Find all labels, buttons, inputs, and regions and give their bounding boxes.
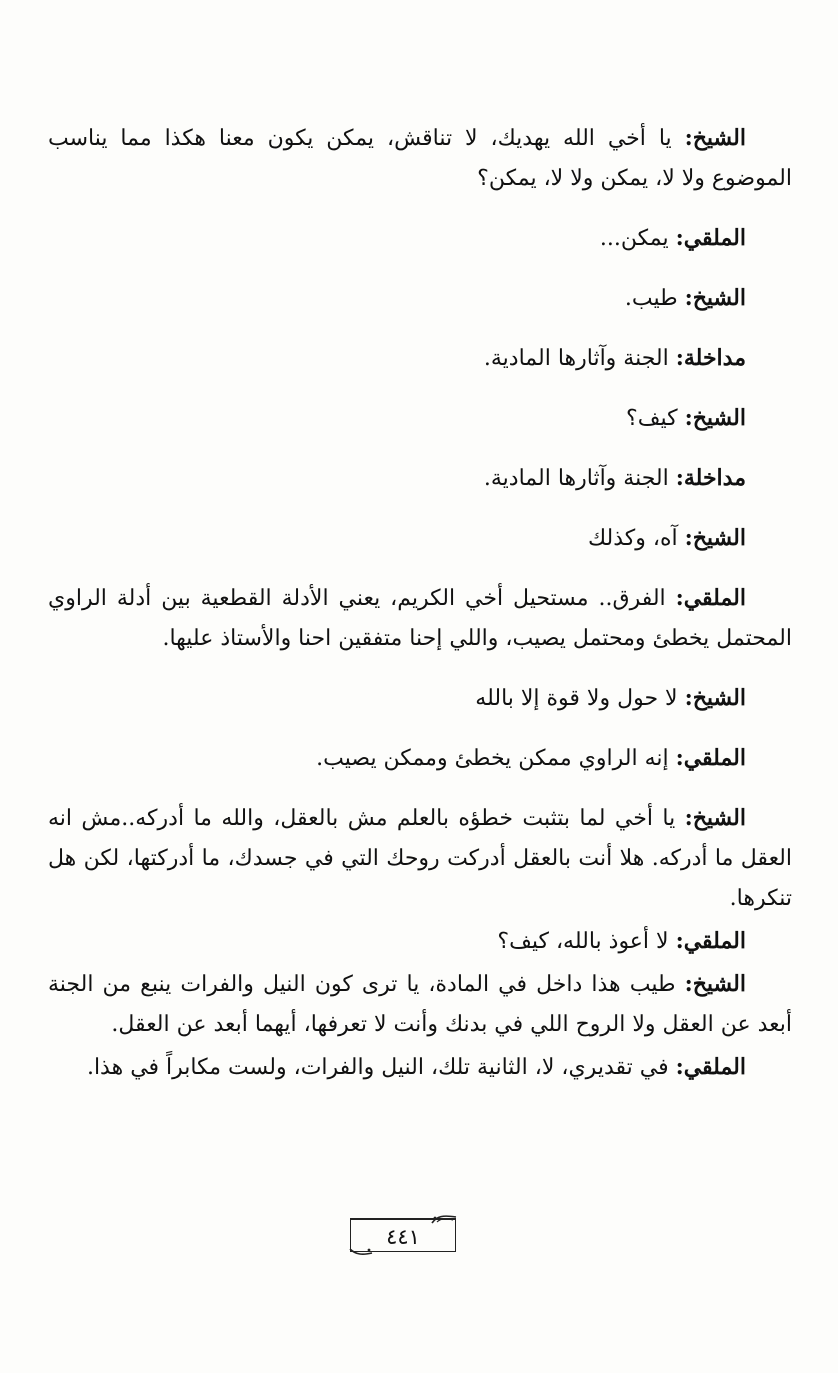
page-number: ٤٤١	[386, 1225, 420, 1249]
paragraph-1	[48, 118, 792, 199]
paragraph-8	[48, 578, 792, 659]
corner-ornament-icon	[431, 1214, 457, 1224]
paragraph-text: لا حول ولا قوة إلا بالله	[475, 686, 685, 711]
paragraph-text: آه، وكذلك	[587, 526, 685, 551]
speaker-label: الشيخ:	[684, 685, 746, 711]
page-body	[48, 118, 792, 1088]
speaker-label: الشيخ:	[684, 971, 746, 997]
paragraph-7	[48, 518, 792, 559]
speaker-label: الملقي:	[675, 928, 746, 954]
paragraph-text: كيف؟	[626, 406, 685, 431]
paragraph-11	[48, 798, 792, 919]
speaker-label: الملقي:	[675, 1054, 746, 1080]
paragraph-text: يا أخي لما بتثبت خطؤه بالعلم مش بالعقل، والله ما أدركه..مش انه العقل ما أدركه. هلا أنت بالعقل أدركت روحك التي في جسدك، ما أدركتها، لكن هل تنكرها.	[48, 806, 792, 911]
paragraph-14	[48, 1047, 792, 1088]
paragraph-2	[48, 218, 792, 259]
speaker-label: الملقي:	[675, 585, 746, 611]
paragraph-text: في تقديري، لا، الثانية تلك، النيل والفرات، ولست مكابراً في هذا.	[86, 1055, 676, 1080]
paragraph-text: طيب.	[624, 286, 685, 311]
speaker-label: مداخلة:	[675, 345, 746, 371]
speaker-label: الملقي:	[675, 745, 746, 771]
speaker-label: الشيخ:	[684, 405, 746, 431]
paragraph-text: يمكن...	[599, 226, 676, 251]
paragraph-13	[48, 964, 792, 1045]
paragraph-text: يا أخي الله يهديك، لا تناقش، يمكن يكون معنا هكذا مما يناسب الموضوع ولا لا، يمكن ولا لا، يمكن؟	[48, 126, 792, 191]
paragraph-12	[48, 921, 792, 962]
speaker-label: الشيخ:	[684, 805, 746, 831]
speaker-label: الشيخ:	[684, 125, 746, 151]
speaker-label: الملقي:	[675, 225, 746, 251]
speaker-label: الشيخ:	[684, 525, 746, 551]
speaker-label: الشيخ:	[684, 285, 746, 311]
corner-ornament-icon	[349, 1247, 373, 1256]
paragraph-5	[48, 398, 792, 439]
page-number-frame	[350, 1218, 456, 1252]
paragraph-text: الجنة وآثارها المادية.	[483, 466, 676, 491]
paragraph-3	[48, 278, 792, 319]
paragraph-4	[48, 338, 792, 379]
paragraph-text: الفرق.. مستحيل أخي الكريم، يعني الأدلة القطعية بين أدلة الراوي المحتمل يخطئ ومحتمل يصيب، واللي إحنا متفقين احنا والأستاذ عليها.	[48, 586, 792, 651]
paragraph-text: لا أعوذ بالله، كيف؟	[497, 929, 676, 954]
paragraph-text: الجنة وآثارها المادية.	[483, 346, 676, 371]
paragraph-10	[48, 738, 792, 779]
speaker-label: مداخلة:	[675, 465, 746, 491]
paragraph-6	[48, 458, 792, 499]
paragraph-text: طيب هذا داخل في المادة، يا ترى كون النيل والفرات ينبع من الجنة أبعد عن العقل ولا الروح اللي في بدنك وأنت لا تعرفها، أيهما أبعد عن العقل.	[48, 972, 792, 1037]
paragraph-9	[48, 678, 792, 719]
paragraph-text: إنه الراوي ممكن يخطئ وممكن يصيب.	[316, 746, 676, 771]
